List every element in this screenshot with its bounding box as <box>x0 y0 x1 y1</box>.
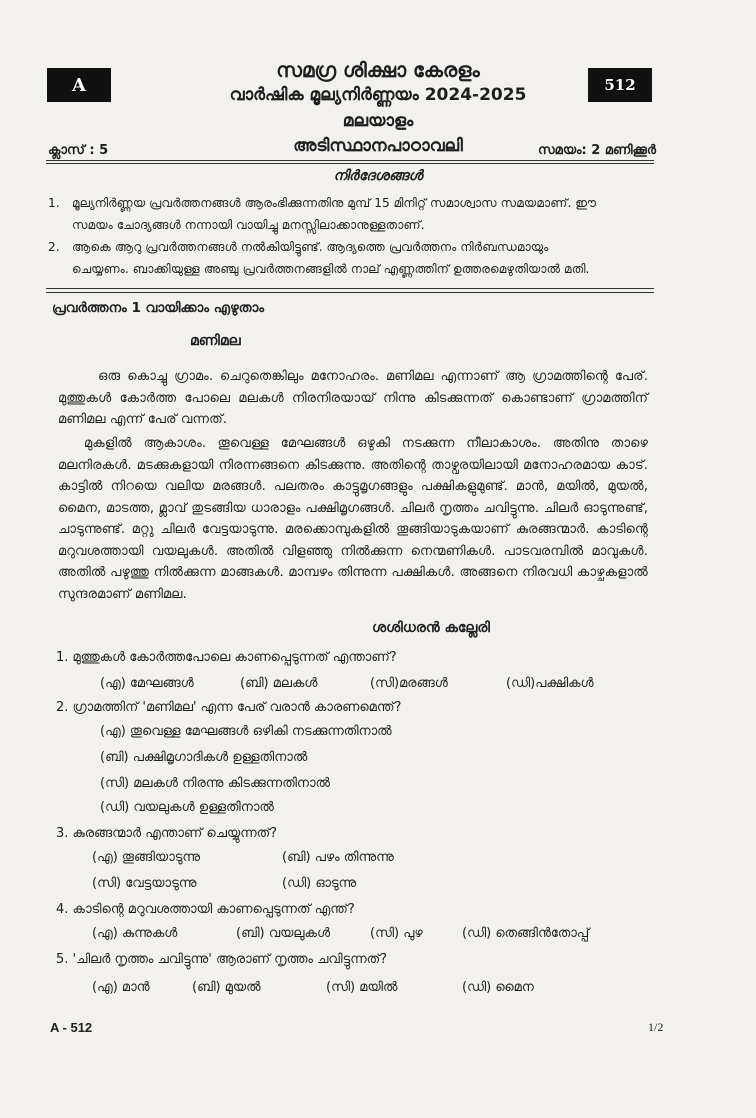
question-option: (എ) തൂവെള്ള മേഘങ്ങൾ ഒഴികി നടക്കുന്നതിനാൽ <box>100 724 392 739</box>
passage-author: ശശിധരൻ കല്ലേരി <box>372 620 490 636</box>
question-option: (എ) കുന്നുകൾ <box>92 926 178 941</box>
question-option: (എ) തൂങ്ങിയാടുന്നു <box>92 850 201 865</box>
header-rule-bottom <box>46 163 654 164</box>
section-rule-top <box>46 288 654 289</box>
question-option: (ഡി) മൈന <box>462 980 534 995</box>
instruction-line: മൂല്യനിർണ്ണയ പ്രവർത്തനങ്ങൾ ആരംഭിക്കുന്നതിനു മുമ്പ് 15 മിനിറ്റ് സമാശ്വാസ സമയമാണ്. ഈ <box>72 196 597 210</box>
question-option: (സി)മരങ്ങൾ <box>370 676 448 691</box>
question-option: (ഡി)പക്ഷികൾ <box>506 676 594 691</box>
paper-number: 512 <box>604 76 636 94</box>
page-number: 1/2 <box>648 1020 664 1034</box>
instruction-item <box>48 236 658 280</box>
question-option: (സി) മയിൽ <box>326 980 398 995</box>
subject-title: മലയാളം <box>342 111 414 131</box>
question-option: (ഡി) ഓടുന്നു <box>282 876 357 891</box>
header-rule-top <box>46 160 654 161</box>
passage-title: മണിമല <box>190 333 241 349</box>
time-label: സമയം: 2 മണിക്കൂർ <box>537 143 656 158</box>
question-option: (ഡി) തെങ്ങിൻതോപ്പ് <box>462 926 590 941</box>
question-option: (ബി) മുയൽ <box>192 980 261 995</box>
org-title: സമഗ്ര ശിക്ഷാ കേരളം <box>276 58 480 82</box>
question-text: 3. കുരങ്ങന്മാർ എന്താണ് ചെയ്യുന്നത്? <box>56 826 278 841</box>
question-option: (ബി) പഴം തിന്നുന്നു <box>282 850 394 865</box>
question-option: (ബി) മലകൾ <box>240 676 318 691</box>
question-text: 2. ഗ്രാമത്തിന് 'മണിമല' എന്ന പേര് വരാൻ കാരണമെന്ത്? <box>56 700 402 715</box>
question-text: 4. കാടിന്റെ മറുവശത്തായി കാണപ്പെടുന്നത് എന്ത്? <box>56 902 355 917</box>
section-rule-bottom <box>46 292 654 293</box>
instruction-line: ചെയ്യണം. ബാക്കിയുള്ള അഞ്ചു പ്രവർത്തനങ്ങളിൽ നാല് എണ്ണത്തിന് ഉത്തരമെഴുതിയാൽ മതി. <box>72 262 590 276</box>
instruction-line: സമയം ചോദ്യങ്ങൾ നന്നായി വായിച്ചു മനസ്സിലാക്കാനുള്ളതാണ്. <box>72 218 425 232</box>
exam-title: വാർഷിക മൂല്യനിർണ്ണയം 2024-2025 <box>229 85 527 105</box>
question-option: (സി) വേട്ടയാടുന്നു <box>92 876 197 891</box>
question-option: (എ) മാൻ <box>92 980 150 995</box>
instructions-title: നിർദേശങ്ങൾ <box>333 168 423 184</box>
booklet-title: അടിസ്ഥാനപാഠാവലി <box>293 136 463 156</box>
class-label: ക്ലാസ് : 5 <box>48 143 109 158</box>
passage-paragraph: മുകളിൽ ആകാശം. തൂവെള്ള മേഘങ്ങൾ ഒഴുകി നടക്കുന്ന നീലാകാശം. അതിനു താഴെ മലനിരകൾ. മടക്കുകളായി നിരന്നങ്ങനെ കിടക്കുന്നു. അതിന്റെ താഴ്വരയിലായി മനോഹരമായ കാട്. കാട്ടിൽ നിറയെ വലിയ മരങ്ങൾ. പലതരം കാട്ടുമൃഗങ്ങളും പക്ഷികളുമുണ്ട്. മാൻ, മയിൽ, മുയൽ, മൈന, മാടത്ത, മ്ലാവ് തുടങ്ങിയ ധാരാളം പക്ഷിമൃഗങ്ങൾ. ചിലർ നൃത്തം ചവിട്ടുന്നു. ചിലർ ഓടുന്നുണ്ട്, ചാടുന്നുണ്ട്. മറ്റു ചിലർ വേട്ടയാടുന്നു. മരക്കൊമ്പുകളിൽ തൂങ്ങിയാടുകയാണ് കുരങ്ങന്മാർ. കാടിന്റെ മറുവശത്തായി വയലുകൾ. അതിൽ വിളഞ്ഞു നിൽക്കുന്ന നെന്മണികൾ. പാടവരമ്പിൽ മാവുകൾ. അതിൽ പഴുത്തു നിൽക്കുന്ന മാങ്ങകൾ. മാമ്പഴം തിന്നുന്ന പക്ഷികൾ. അങ്ങനെ നിരവധി കാഴ്ചകളാൽ സുന്ദരമാണ് മണിമല. <box>58 436 648 602</box>
question-option: (ബി) പക്ഷിമൃഗാദികൾ ഉള്ളതിനാൽ <box>100 750 308 765</box>
set-code: A <box>72 74 86 96</box>
question-option: (ഡി) വയലുകൾ ഉള്ളതിനാൽ <box>100 800 274 815</box>
question-option: (എ) മേഘങ്ങൾ <box>100 676 194 691</box>
instruction-line: ആകെ ആറു പ്രവർത്തനങ്ങൾ നൽകിയിട്ടുണ്ട്. ആദ്യത്തെ പ്രവർത്തനം നിർബന്ധമായും <box>72 240 549 254</box>
activity-title: പ്രവർത്തനം 1 വായിക്കാം എഴുതാം <box>52 300 264 316</box>
question-text: 5. 'ചിലർ നൃത്തം ചവിട്ടുന്നു' ആരാണ് നൃത്തം ചവിട്ടുന്നത്? <box>56 952 388 967</box>
instruction-item <box>48 192 658 236</box>
question-option: (ബി) വയലുകൾ <box>236 926 331 941</box>
instruction-number: 1. <box>48 196 60 210</box>
question-option: (സി) പുഴ <box>370 926 423 941</box>
instruction-number: 2. <box>48 240 60 254</box>
footer-code: A - 512 <box>50 1020 93 1035</box>
question-option: (സി) മലകൾ നിരന്നു കിടക്കുന്നതിനാൽ <box>100 776 331 791</box>
passage-paragraph: ഒരു കൊച്ചു ഗ്രാമം. ചെറുതെങ്കിലും മനോഹരം. മണിമല എന്നാണ് ആ ഗ്രാമത്തിന്റെ പേര്. മുത്തുകൾ കോർത്ത പോലെ മലകൾ നിരനിരയായ് നിന്നു കിടക്കുന്നത് കൊണ്ടാണ് ഗ്രാമത്തിന് മണിമല എന്ന് പേര് വന്നത്. <box>58 369 648 427</box>
question-text: 1. മുത്തുകൾ കോർത്തപോലെ കാണപ്പെടുന്നത് എന്താണ്? <box>56 650 397 665</box>
